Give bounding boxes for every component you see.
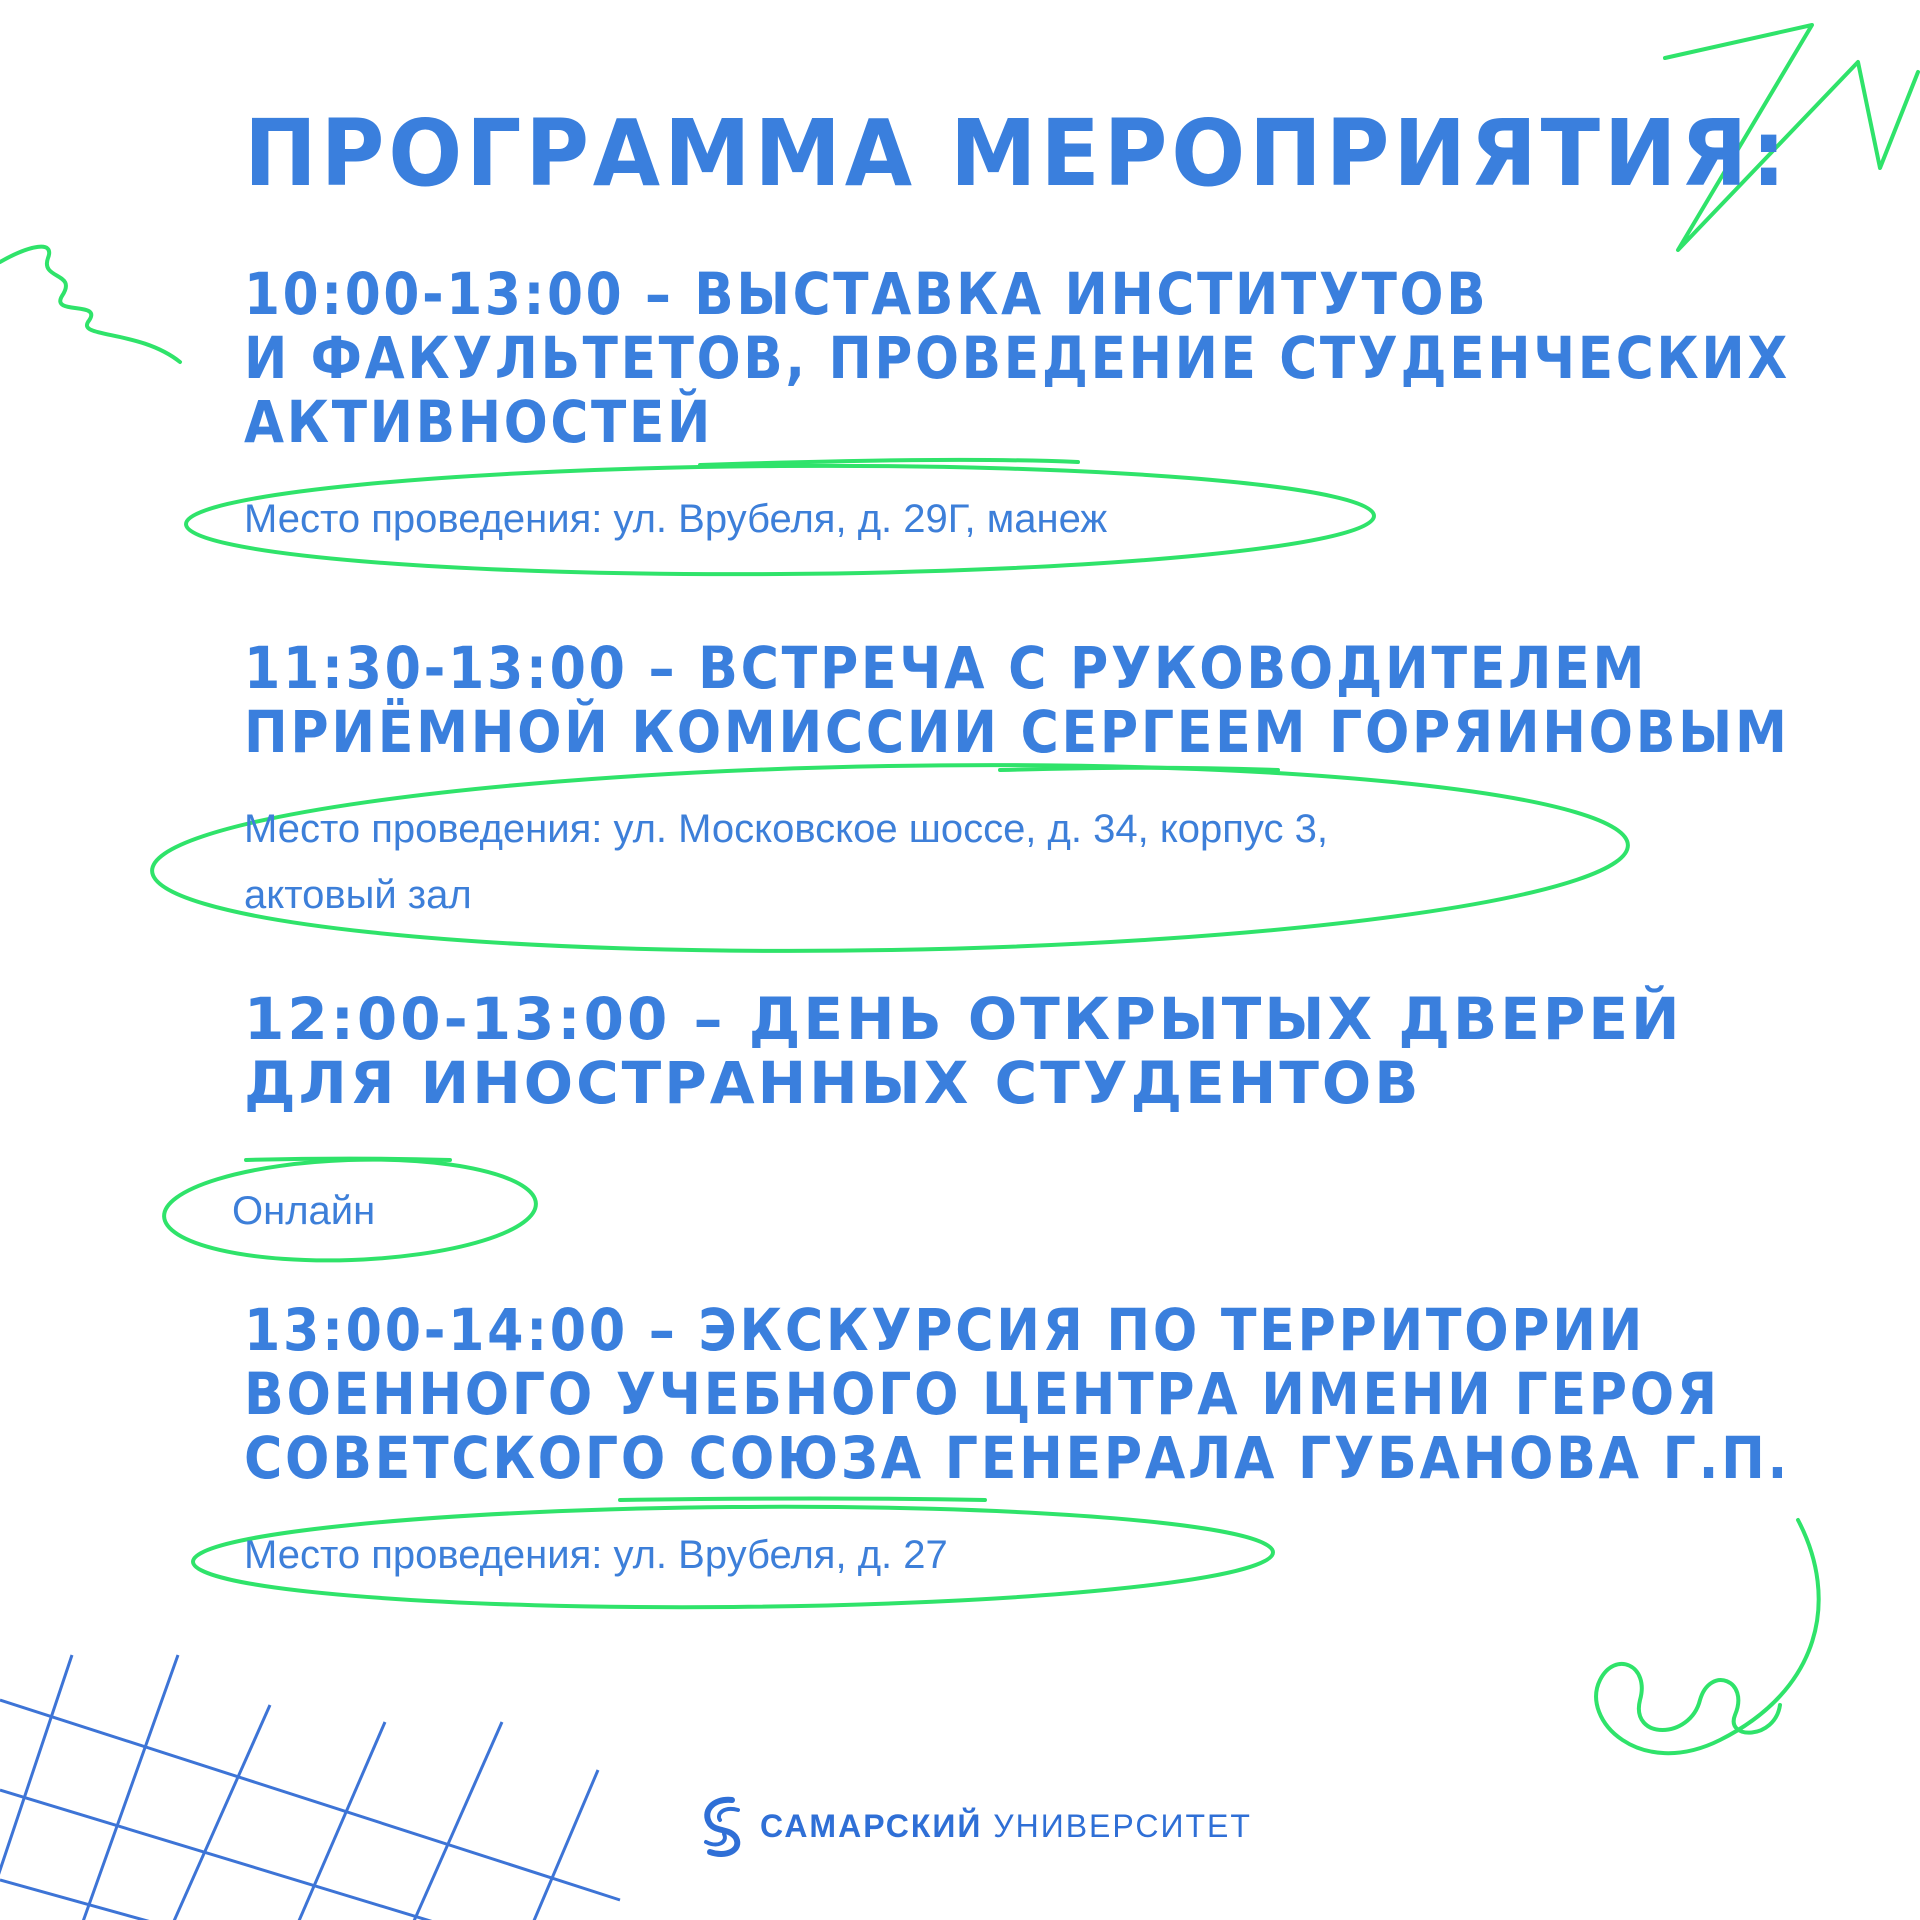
underline-decoration [620,1499,985,1501]
location-line: Место проведения: ул. Московское шоссе, д. 34, корпус 3, [244,807,1328,851]
event-1-location: Место проведения: ул. Врубеля, д. 29Г, манеж [244,497,1108,541]
location-line: актовый зал [244,873,472,917]
page-title: ПРОГРАММА МЕРОПРИЯТИЯ: [244,100,1790,207]
event-line: 13:00-14:00 – ЭКСКУРСИЯ ПО ТЕРРИТОРИИ [244,1296,1646,1364]
event-line: АКТИВНОСТЕЙ [244,388,714,456]
event-2-title [244,636,1790,764]
event-1-title [244,262,1790,454]
event-2-location [244,796,1328,928]
logo-text-bold: САМАРСКИЙ [760,1807,983,1844]
event-3-location: Онлайн [232,1189,376,1233]
event-line: 12:00-13:00 – ДЕНЬ ОТКРЫТЫХ ДВЕРЕЙ [244,985,1683,1053]
logo-text [760,1808,1252,1845]
event-line: ДЛЯ ИНОСТРАННЫХ СТУДЕНТОВ [244,1049,1422,1117]
event-4-title [244,1298,1790,1490]
squiggle-decoration [0,247,180,362]
event-line: СОВЕТСКОГО СОЮЗА ГЕНЕРАЛА ГУБАНОВА Г.П. [244,1424,1791,1492]
event-4-location: Место проведения: ул. Врубеля, д. 27 [244,1533,948,1577]
samara-university-logo-icon [696,1794,748,1858]
event-line: 11:30-13:00 – ВСТРЕЧА С РУКОВОДИТЕЛЕМ [244,634,1648,702]
university-logo [696,1794,1252,1858]
event-3-title [244,987,1683,1115]
event-line: ВОЕННОГО УЧЕБНОГО ЦЕНТРА ИМЕНИ ГЕРОЯ [244,1360,1720,1428]
grid-decoration [0,1655,620,1920]
logo-text-regular: УНИВЕРСИТЕТ [993,1807,1252,1844]
event-line: И ФАКУЛЬТЕТОВ, ПРОВЕДЕНИЕ СТУДЕНЧЕСКИХ [244,324,1790,392]
curl-decoration [1596,1520,1819,1753]
event-line: ПРИЁМНОЙ КОМИССИИ СЕРГЕЕМ ГОРЯИНОВЫМ [244,698,1790,766]
event-line: 10:00-13:00 – ВЫСТАВКА ИНСТИТУТОВ [244,260,1489,328]
